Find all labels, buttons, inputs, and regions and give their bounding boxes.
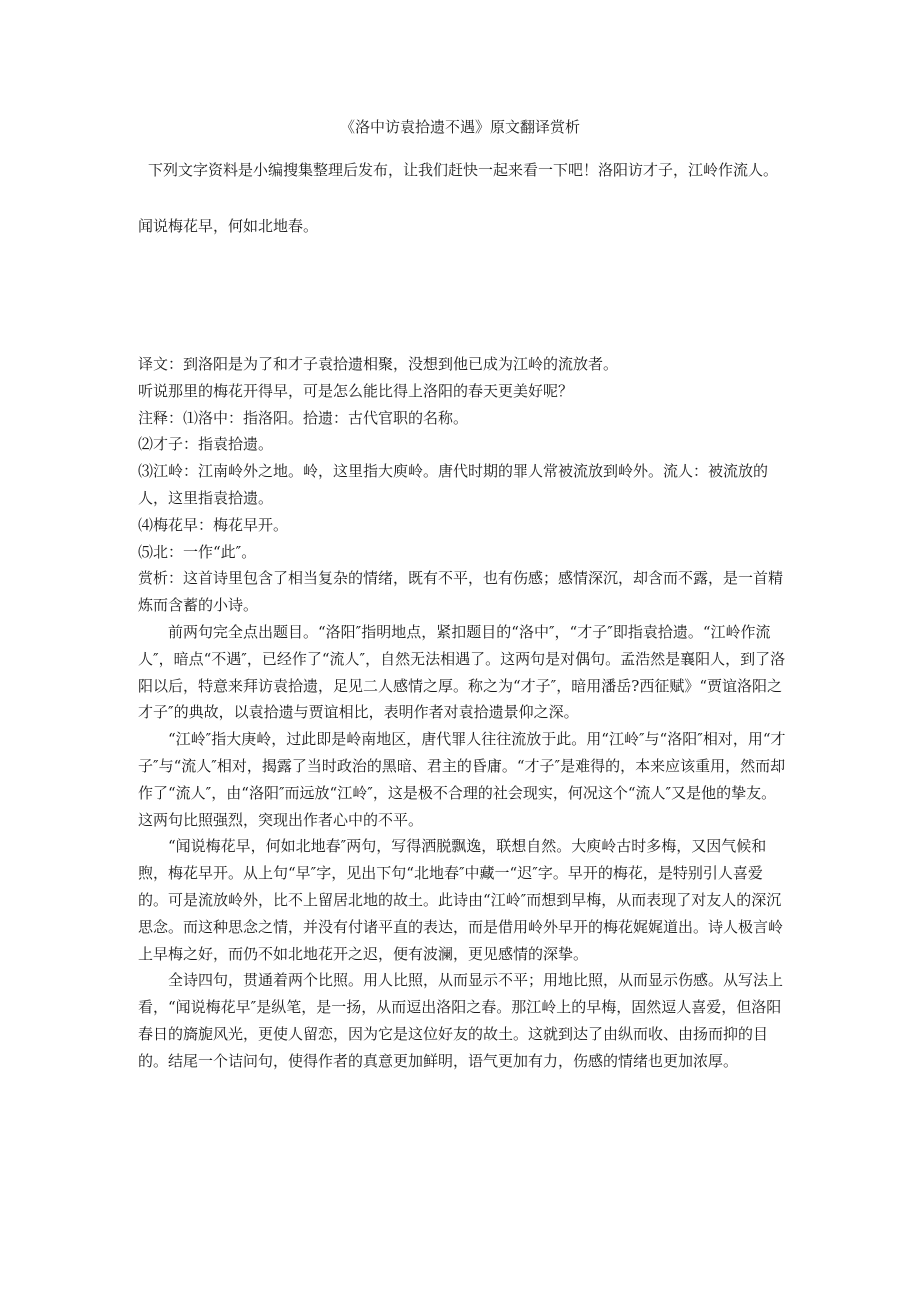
note-2: ⑵才子：指袁拾遗。 <box>138 435 274 454</box>
note-1: 注释：⑴洛中：指洛阳。拾遗：古代官职的名称。 <box>138 408 469 427</box>
note-3: ⑶江岭：江南岭外之地。岭，这里指大庾岭。唐代时期的罪人常被流放到岭外。流人：被流放的人，这里指袁拾遗。 <box>138 462 769 507</box>
analysis-paragraph-2: “江岭″指大庚岭，过此即是岭南地区，唐代罪人往往流放于此。用“江岭″与“洛阳″相对，用“才子″与“流人″相对，揭露了当时政治的黑暗、君主的昏庸。“才子″是难得的，本来应该重用，然而却作了“流人″，由“洛阳″而远放“江岭″，这是极不合理的社会现实，何况这个“流人″又是他的挚友。这两句比照强烈，突现出作者心中的不平。 <box>138 730 786 829</box>
document-title: 《洛中访袁拾遗不遇》原文翻译赏析 <box>339 118 580 136</box>
poem-line: 闻说梅花早，何如北地春。 <box>138 217 319 235</box>
intro-paragraph: 下列文字资料是小编搜集整理后发布，让我们赶快一起来看一下吧！洛阳访才子，江岭作流人。 <box>148 161 779 179</box>
document-body <box>138 351 788 1075</box>
analysis-paragraph-3: “闻说梅花早，何如北地春″两句，写得洒脱飘逸，联想自然。大庾岭古时多梅，又因气候和煦，梅花早开。从上句“早″字，见出下句“北地春″中藏一“迟″字。早开的梅花，是特别引人喜爱的。可是流放岭外，比不上留居北地的故土。此诗由“江岭″而想到早梅，从而表现了对友人的深沉思念。而这种思念之情，并没有付诸平直的表达，而是借用岭外早开的梅花娓娓道出。诗人极言岭上早梅之好，而仍不如北地花开之迟，便有波澜，更见感情的深挚。 <box>138 837 784 963</box>
analysis-paragraph-1: 前两句完全点出题目。“洛阳″指明地点，紧扣题目的“洛中″，“才子″即指袁拾遗。“江岭作流人″，暗点“不遇″，已经作了“流人″，自然无法相遇了。这两句是对偶句。孟浩然是襄阳人，到了洛阳以后，特意来拜访袁拾遗，足见二人感情之厚。称之为“才子″，暗用潘岳?西征赋》“贾谊洛阳之才子″的典故，以袁拾遗与贾谊相比，表明作者对袁拾遗景仰之深。 <box>138 622 786 722</box>
analysis-paragraph-4: 全诗四句，贯通着两个比照。用人比照，从而显示不平；用地比照，从而显示伤感。从写法上看，“闻说梅花早″是纵笔，是一扬，从而逗出洛阳之春。那江岭上的早梅，固然逗人喜爱，但洛阳春日的旖旎风光，更使人留恋，因为它是这位好友的故土。这就到达了由纵而收、由扬而抑的目的。结尾一个诘问句，使得作者的真意更加鲜明，语气更加有力，伤感的情绪也更加浓厚。 <box>138 971 784 1070</box>
translation-line-1: 译文：到洛阳是为了和才子袁拾遗相聚，没想到他已成为江岭的流放者。 <box>138 355 619 373</box>
translation-line-2: 听说那里的梅花开得早，可是怎么能比得上洛阳的春天更美好呢？ <box>138 381 574 400</box>
note-5: ⑸北：一作“此″。 <box>138 542 257 561</box>
appreciation-paragraph: 赏析：这首诗里包含了相当复杂的情绪，既有不平，也有伤感；感情深沉，却含而不露，是一首精炼而含蓄的小诗。 <box>138 569 784 615</box>
note-4: ⑷梅花早：梅花早开。 <box>138 515 289 534</box>
